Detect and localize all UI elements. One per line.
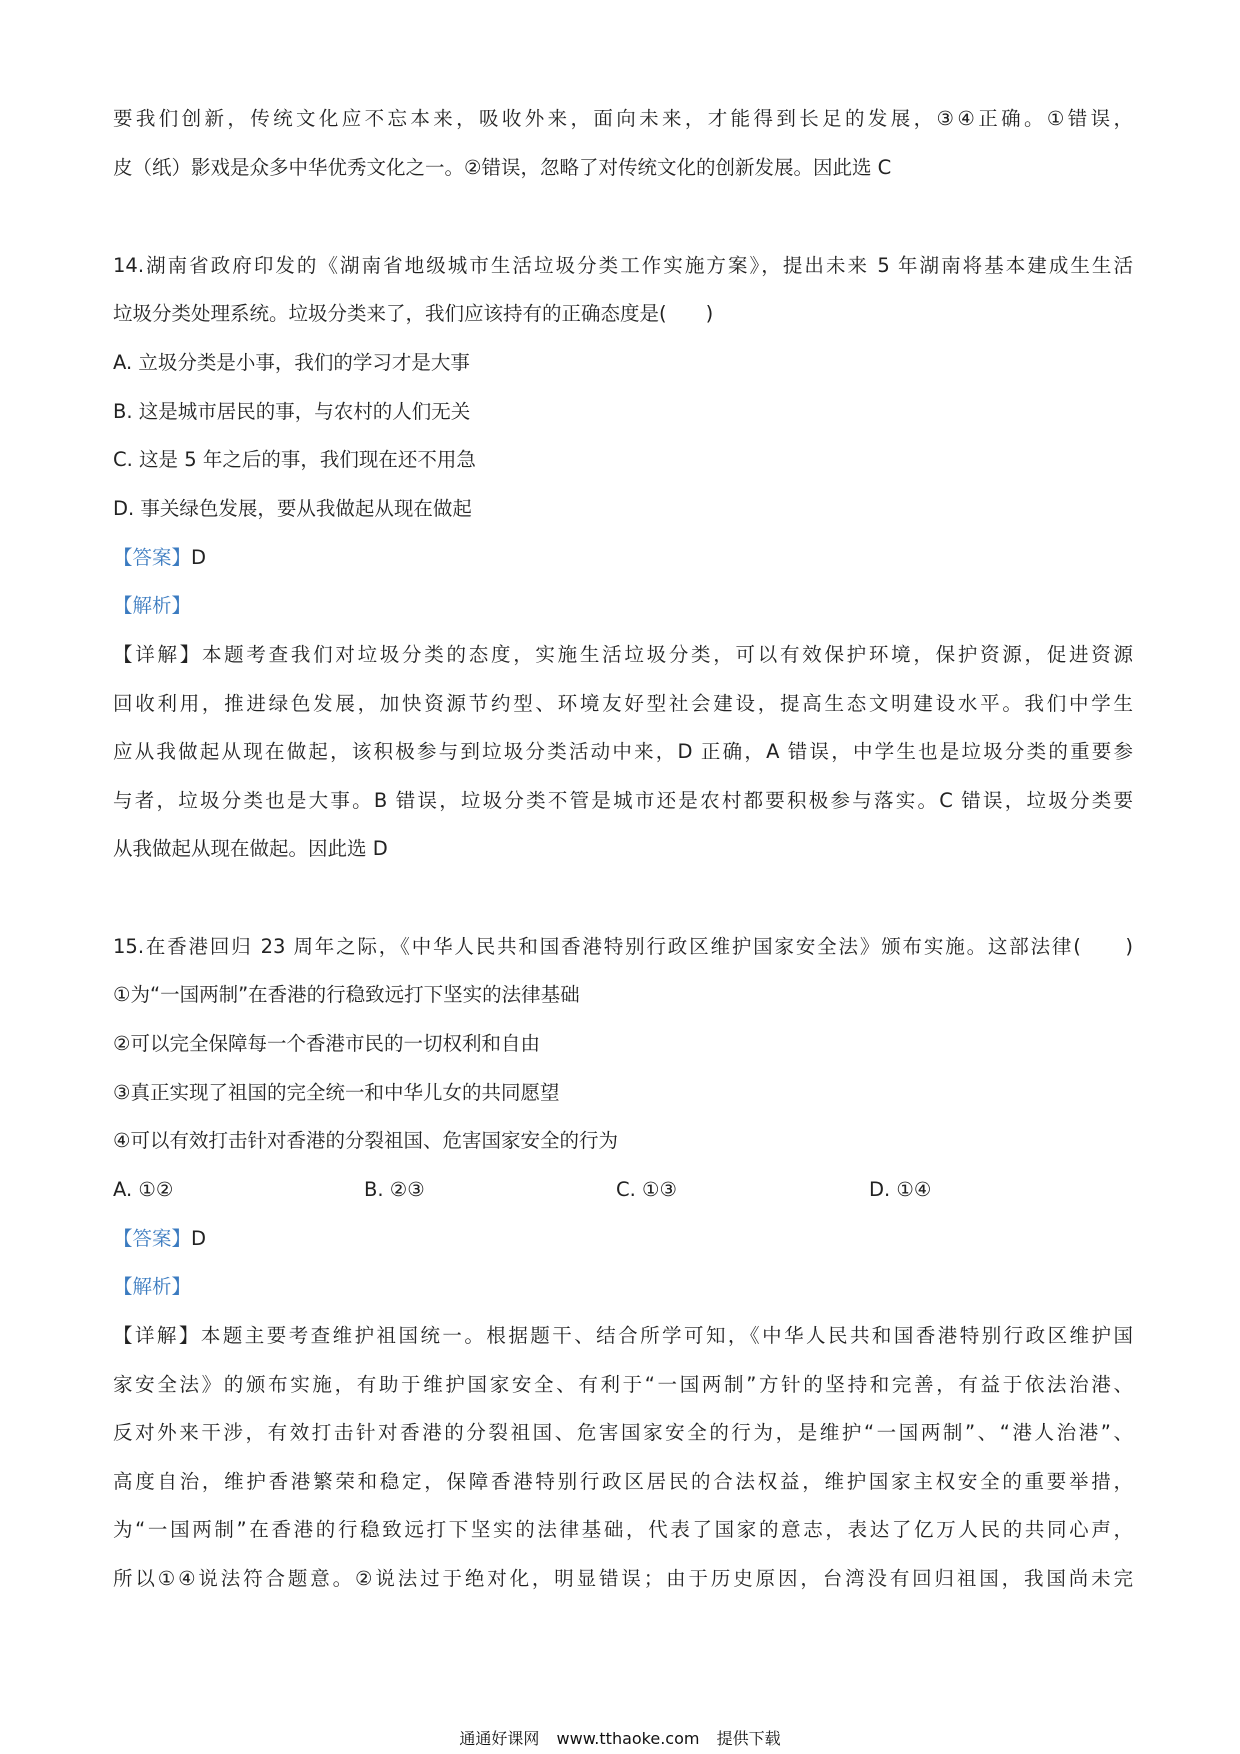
footer-site-name: 通通好课网 — [459, 1729, 540, 1748]
q15-detail-line-2: 家安全法》的颁布实施，有助于维护国家安全、有利于“一国两制”方针的坚持和完善，有益于依法治港、 — [113, 1373, 1133, 1396]
q15-detail-label: 【详解】 — [113, 1324, 201, 1347]
q14-answer-value: D — [191, 546, 207, 569]
q14-stem-line-1: 14.湖南省政府印发的《湖南省地级城市生活垃圾分类工作实施方案》，提出未来 5 年湖南将基本建成生生活 — [113, 254, 1133, 277]
q15-stem: 15.在香港回归 23 周年之际，《中华人民共和国香港特别行政区维护国家安全法》颁布实施。这部法律( ) — [113, 935, 1133, 958]
q15-detail-line-1 — [113, 1321, 1133, 1351]
q14-analysis-label: 【解析】 — [113, 594, 192, 617]
q15-option-b: B. ②③ — [364, 1178, 425, 1201]
q14-detail-text-1: 本题考查我们对垃圾分类的态度，实施生活垃圾分类，可以有效保护环境，保护资源，促进资源 — [201, 643, 1133, 666]
q15-analysis-label: 【解析】 — [113, 1275, 192, 1298]
q14-detail-line-4: 与者，垃圾分类也是大事。B 错误，垃圾分类不管是城市还是农村都要积极参与落实。C 错误，垃圾分类要 — [113, 789, 1133, 812]
q14-option-a: A. 立圾分类是小事，我们的学习才是大事 — [113, 351, 470, 374]
prev-explanation-line-1: 要我们创新，传统文化应不忘本来，吸收外来，面向未来，才能得到长足的发展，③④正确。①错误， — [113, 107, 1133, 130]
q14-detail-line-5: 从我做起从现在做起。因此选 D — [113, 837, 388, 860]
q14-detail-line-3: 应从我做起从现在做起，该积极参与到垃圾分类活动中来，D 正确，A 错误，中学生也是垃圾分类的重要参 — [113, 740, 1133, 763]
q15-option-a: A. ①② — [113, 1178, 174, 1201]
q14-answer — [113, 543, 1133, 573]
q15-answer-label: 【答案】 — [113, 1227, 192, 1250]
q14-option-d: D. 事关绿色发展，要从我做起从现在做起 — [113, 497, 472, 520]
q14-option-c: C. 这是 5 年之后的事，我们现在还不用急 — [113, 448, 476, 471]
q14-answer-label: 【答案】 — [113, 546, 192, 569]
q15-answer — [113, 1224, 1133, 1254]
prev-explanation-line-2: 皮（纸）影戏是众多中华优秀文化之一。②错误，忽略了对传统文化的创新发展。因此选 C — [113, 156, 892, 179]
q15-statement-1: ①为“一国两制”在香港的行稳致远打下坚实的法律基础 — [113, 983, 580, 1006]
q14-stem-line-2: 垃圾分类处理系统。垃圾分类来了，我们应该持有的正确态度是( ) — [113, 302, 714, 325]
q14-detail-label: 【详解】 — [113, 643, 202, 666]
q14-option-b: B. 这是城市居民的事，与农村的人们无关 — [113, 400, 471, 423]
q15-statement-4: ④可以有效打击针对香港的分裂祖国、危害国家安全的行为 — [113, 1129, 618, 1152]
q15-statement-2: ②可以完全保障每一个香港市民的一切权利和自由 — [113, 1032, 540, 1055]
footer-note: 提供下载 — [716, 1729, 781, 1748]
q14-detail-line-1 — [113, 640, 1133, 670]
q15-detail-line-5: 为“一国两制”在香港的行稳致远打下坚实的法律基础，代表了国家的意志，表达了亿万人民的共同心声， — [113, 1518, 1133, 1541]
q15-detail-line-6: 所以①④说法符合题意。②说法过于绝对化，明显错误；由于历史原因，台湾没有回归祖国，我国尚未完 — [113, 1567, 1133, 1590]
footer-url[interactable]: www.tthaoke.com — [556, 1729, 700, 1748]
q15-statement-3: ③真正实现了祖国的完全统一和中华儿女的共同愿望 — [113, 1081, 560, 1104]
page-footer — [0, 1728, 1240, 1750]
q15-detail-text-1: 本题主要考查维护祖国统一。根据题干、结合所学可知，《中华人民共和国香港特别行政区维护国 — [200, 1324, 1133, 1347]
q15-answer-value: D — [191, 1227, 207, 1250]
q15-detail-line-3: 反对外来干涉，有效打击针对香港的分裂祖国、危害国家安全的行为，是维护“一国两制”、“港人治港”、 — [113, 1421, 1133, 1444]
q14-detail-line-2: 回收利用，推进绿色发展，加快资源节约型、环境友好型社会建设，提高生态文明建设水平。我们中学生 — [113, 692, 1133, 715]
q15-option-d: D. ①④ — [869, 1178, 932, 1201]
q15-option-c: C. ①③ — [616, 1178, 677, 1201]
q15-detail-line-4: 高度自治，维护香港繁荣和稳定，保障香港特别行政区居民的合法权益，维护国家主权安全的重要举措， — [113, 1470, 1133, 1493]
